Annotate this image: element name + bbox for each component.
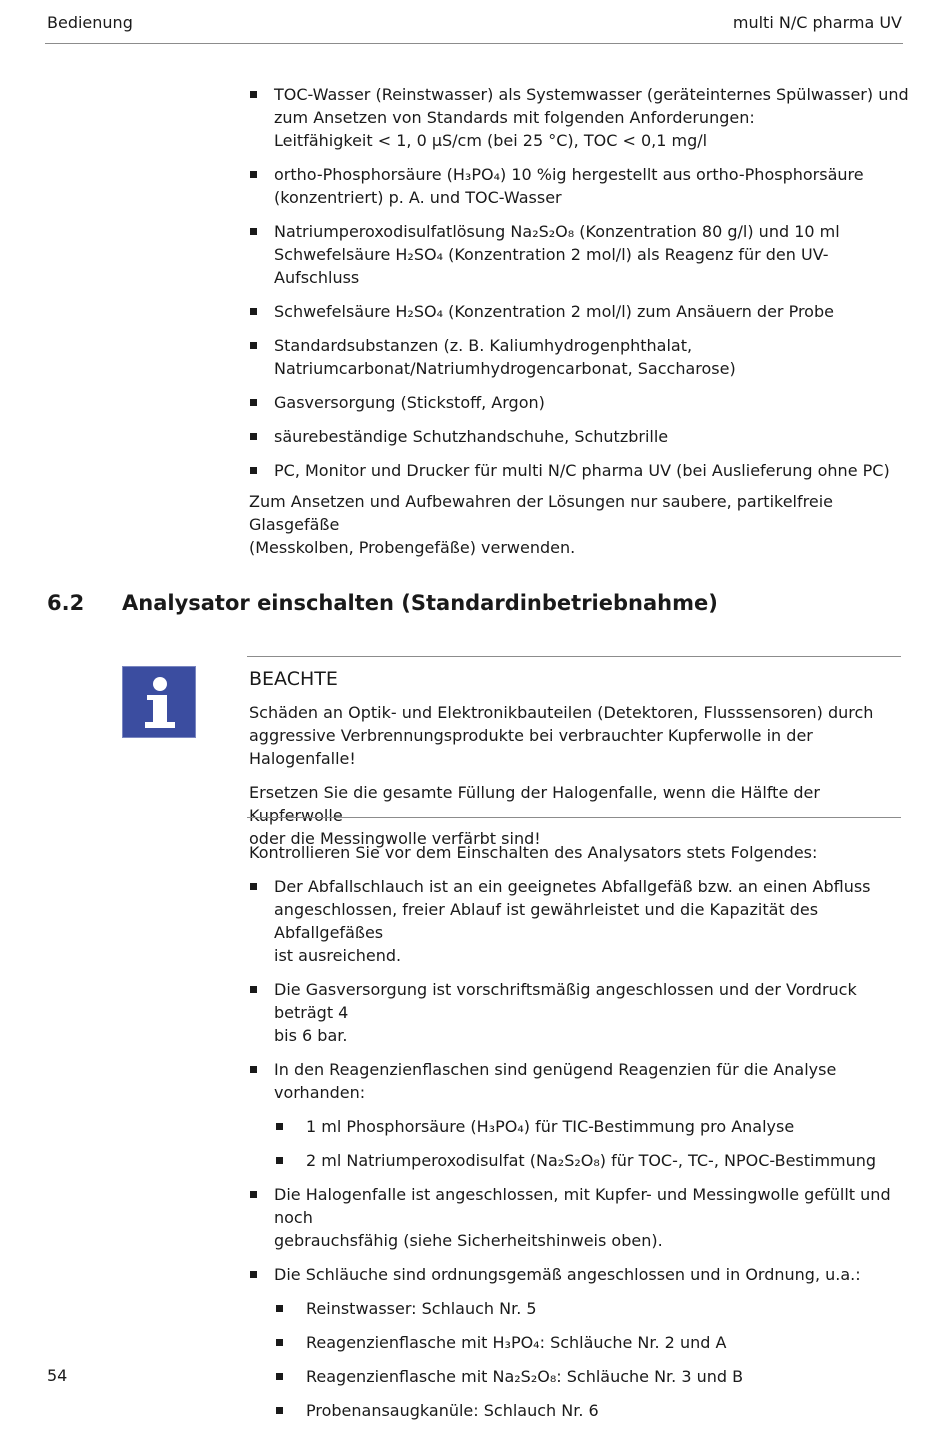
text-line: Zum Ansetzen und Aufbewahren der Lösungen nur saubere, partikelfreie Glasgefäße [249,492,833,534]
notice-paragraph [249,701,909,770]
text-line: (konzentriert) p. A. und TOC-Wasser [274,188,562,207]
text-line: (Messkolben, Probengefäße) verwenden. [249,538,576,557]
text-line: gebrauchsfähig (siehe Sicherheitshinweis oben). [274,1231,663,1250]
text-line: Schwefelsäure H₂SO₄ (Konzentration 2 mol/l) zum Ansäuern der Probe [274,302,834,321]
text-line: aggressive Verbrennungsprodukte bei verbrauchter Kupferwolle in der Halogenfalle! [249,726,813,768]
text-line: Natriumperoxodisulfatlösung Na₂S₂O₈ (Konzentration 80 g/l) und 10 ml [274,222,840,241]
text-line: ortho-Phosphorsäure (H₃PO₄) 10 %ig hergestellt aus ortho-Phosphorsäure [274,165,864,184]
notice-body [249,701,909,850]
list-item [249,334,909,380]
page-header-left: Bedienung [47,13,133,32]
header-rule [45,43,903,44]
page-number: 54 [47,1366,68,1385]
text-line: In den Reagenzienflaschen sind genügend Reagenzien für die Analyse vorhanden: [274,1060,837,1102]
list-item [249,83,909,152]
text-line: zum Ansetzen von Standards mit folgenden Anforderungen: [274,108,755,127]
sub-list-item: Reinstwasser: Schlauch Nr. 5 [274,1297,909,1320]
list-item [249,1183,909,1252]
sub-list-item: Reagenzienflasche mit Na₂S₂O₈: Schläuche Nr. 3 und B [274,1365,909,1388]
sub-list [274,1115,909,1172]
text-line: säurebeständige Schutzhandschuhe, Schutzbrille [274,427,669,446]
sub-list-item: Reagenzienflasche mit H₃PO₄: Schläuche Nr. 2 und A [274,1331,909,1354]
sub-list [274,1297,909,1422]
list-item [249,459,909,482]
sub-list-item: 2 ml Natriumperoxodisulfat (Na₂S₂O₈) für TOC-, TC-, NPOC-Bestimmung [274,1149,909,1172]
text-line: ist ausreichend. [274,946,402,965]
text-line: Schwefelsäure H₂SO₄ (Konzentration 2 mol/l) als Reagenz für den UV-Aufschluss [274,245,829,287]
sub-list-item: Probenansaugkanüle: Schlauch Nr. 6 [274,1399,909,1422]
text-line: Natriumcarbonat/Natriumhydrogencarbonat, Saccharose) [274,359,736,378]
notice-paragraph [249,781,909,850]
notice-title: BEACHTE [249,668,338,690]
sub-list-item: 1 ml Phosphorsäure (H₃PO₄) für TIC-Bestimmung pro Analyse [274,1115,909,1138]
text-line: Gasversorgung (Stickstoff, Argon) [274,393,545,412]
notice-bottom-rule [247,817,901,818]
text-line: Die Schläuche sind ordnungsgemäß angeschlossen und in Ordnung, u.a.: [274,1265,861,1284]
glassware-note [249,490,909,559]
info-icon [122,666,196,738]
list-item [249,300,909,323]
notice-box [249,668,909,861]
text-line: Standardsubstanzen (z. B. Kaliumhydrogenphthalat, [274,336,693,355]
section-heading [47,591,718,615]
checks-intro: Kontrollieren Sie vor dem Einschalten des Analysators stets Folgendes: [249,843,818,862]
text-line: oder die Messingwolle verfärbt sind! [249,829,541,848]
text-line: Leitfähigkeit < 1, 0 µS/cm (bei 25 °C), TOC < 0,1 mg/l [274,131,708,150]
text-line: Schäden an Optik- und Elektronikbauteilen (Detektoren, Flusssensoren) durch [249,703,874,722]
notice-top-rule [247,656,901,657]
list-item [249,425,909,448]
list-item [249,1263,909,1422]
list-item [249,163,909,209]
checks-block [249,841,909,1433]
list-item [249,220,909,289]
text-line: Der Abfallschlauch ist an ein geeignetes Abfallgefäß bzw. an einen Abfluss [274,877,871,896]
requirements-list [249,83,909,482]
text-line: Ersetzen Sie die gesamte Füllung der Halogenfalle, wenn die Hälfte der Kupferwolle [249,783,820,825]
list-item [249,978,909,1047]
text-line: angeschlossen, freier Ablauf ist gewährleistet und die Kapazität des Abfallgefäßes [274,900,819,942]
list-item [249,875,909,967]
checks-list [249,875,909,1422]
text-line: Die Halogenfalle ist angeschlossen, mit Kupfer- und Messingwolle gefüllt und noch [274,1185,891,1227]
text-line: bis 6 bar. [274,1026,348,1045]
glassware-note-text [249,490,909,559]
page-header-right: multi N/C pharma UV [732,13,902,32]
text-line: TOC-Wasser (Reinstwasser) als Systemwasser (geräteinternes Spülwasser) und [274,85,909,104]
requirements-block [249,83,909,493]
text-line: Die Gasversorgung ist vorschriftsmäßig angeschlossen und der Vordruck beträgt 4 [274,980,857,1022]
text-line: PC, Monitor und Drucker für multi N/C pharma UV (bei Auslieferung ohne PC) [274,461,890,480]
list-item [249,1058,909,1172]
section-number: 6.2 [47,591,85,615]
list-item [249,391,909,414]
section-title: Analysator einschalten (Standardinbetriebnahme) [122,591,718,615]
